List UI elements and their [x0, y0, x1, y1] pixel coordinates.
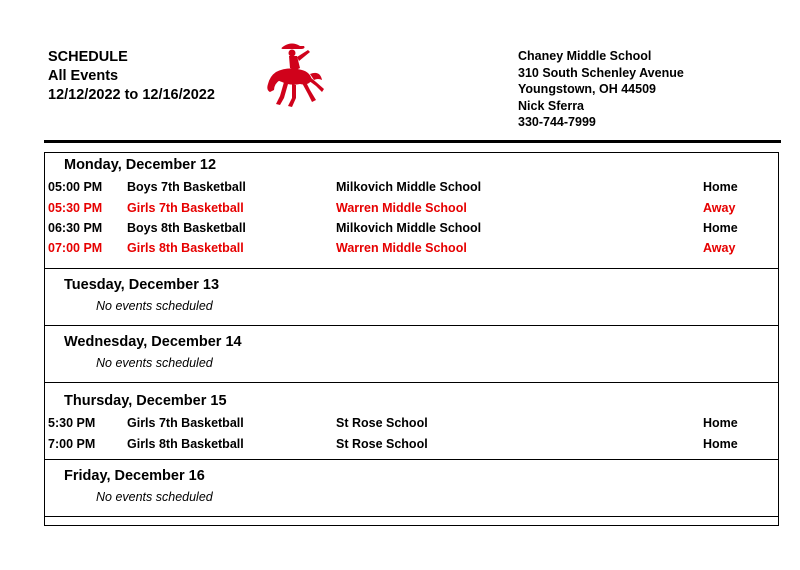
no-events-text: No events scheduled	[96, 490, 213, 504]
event-location: Home	[703, 180, 738, 194]
report-date-range: 12/12/2022 to 12/16/2022	[48, 87, 215, 103]
event-row	[45, 218, 778, 238]
event-name: Girls 7th Basketball	[127, 201, 244, 215]
event-row	[45, 177, 778, 197]
event-opponent: St Rose School	[336, 437, 428, 451]
event-time: 07:00 PM	[48, 241, 103, 255]
event-time: 05:00 PM	[48, 180, 103, 194]
school-phone: 330-744-7999	[518, 115, 596, 129]
header-divider	[44, 140, 781, 143]
day-title: Monday, December 12	[64, 157, 217, 173]
event-time: 05:30 PM	[48, 201, 103, 215]
day-section-wednesday	[45, 326, 778, 383]
event-row	[45, 413, 778, 433]
day-section-tuesday	[45, 269, 778, 326]
event-name: Boys 8th Basketball	[127, 221, 246, 235]
event-time: 5:30 PM	[48, 416, 96, 430]
day-section-thursday	[45, 383, 778, 460]
no-events-text: No events scheduled	[96, 299, 213, 313]
day-title: Wednesday, December 14	[64, 334, 242, 350]
event-location: Away	[703, 241, 736, 255]
event-location: Home	[703, 416, 738, 430]
day-title: Tuesday, December 13	[64, 277, 220, 293]
event-location: Away	[703, 201, 736, 215]
event-name: Girls 7th Basketball	[127, 416, 244, 430]
schedule-table	[44, 152, 779, 526]
event-time: 06:30 PM	[48, 221, 103, 235]
school-contact: Nick Sferra	[518, 98, 585, 113]
event-row	[45, 238, 778, 258]
day-section-friday	[45, 460, 778, 517]
cowboy-on-bucking-horse-logo-icon	[262, 40, 326, 116]
school-info	[518, 48, 684, 131]
school-city: Youngstown, OH 44509	[518, 82, 656, 96]
event-location: Home	[703, 221, 738, 235]
day-section-monday	[45, 153, 778, 269]
event-row	[45, 198, 778, 218]
report-title: SCHEDULE	[48, 49, 128, 65]
event-time: 7:00 PM	[48, 437, 96, 451]
event-name: Girls 8th Basketball	[127, 437, 244, 451]
event-row	[45, 434, 778, 454]
no-events-text: No events scheduled	[96, 356, 213, 370]
day-title: Friday, December 16	[64, 468, 205, 484]
event-opponent: Warren Middle School	[336, 241, 467, 255]
event-name: Girls 8th Basketball	[127, 241, 244, 255]
event-name: Boys 7th Basketball	[127, 180, 246, 194]
event-opponent: St Rose School	[336, 416, 428, 430]
school-name: Chaney Middle School	[518, 49, 652, 63]
event-opponent: Milkovich Middle School	[336, 180, 482, 194]
event-opponent: Milkovich Middle School	[336, 221, 482, 235]
school-street: 310 South Schenley Avenue	[518, 65, 684, 80]
event-location: Home	[703, 437, 738, 451]
event-opponent: Warren Middle School	[336, 201, 467, 215]
report-header	[48, 48, 215, 105]
day-title: Thursday, December 15	[64, 393, 227, 409]
report-subtitle: All Events	[48, 68, 119, 84]
